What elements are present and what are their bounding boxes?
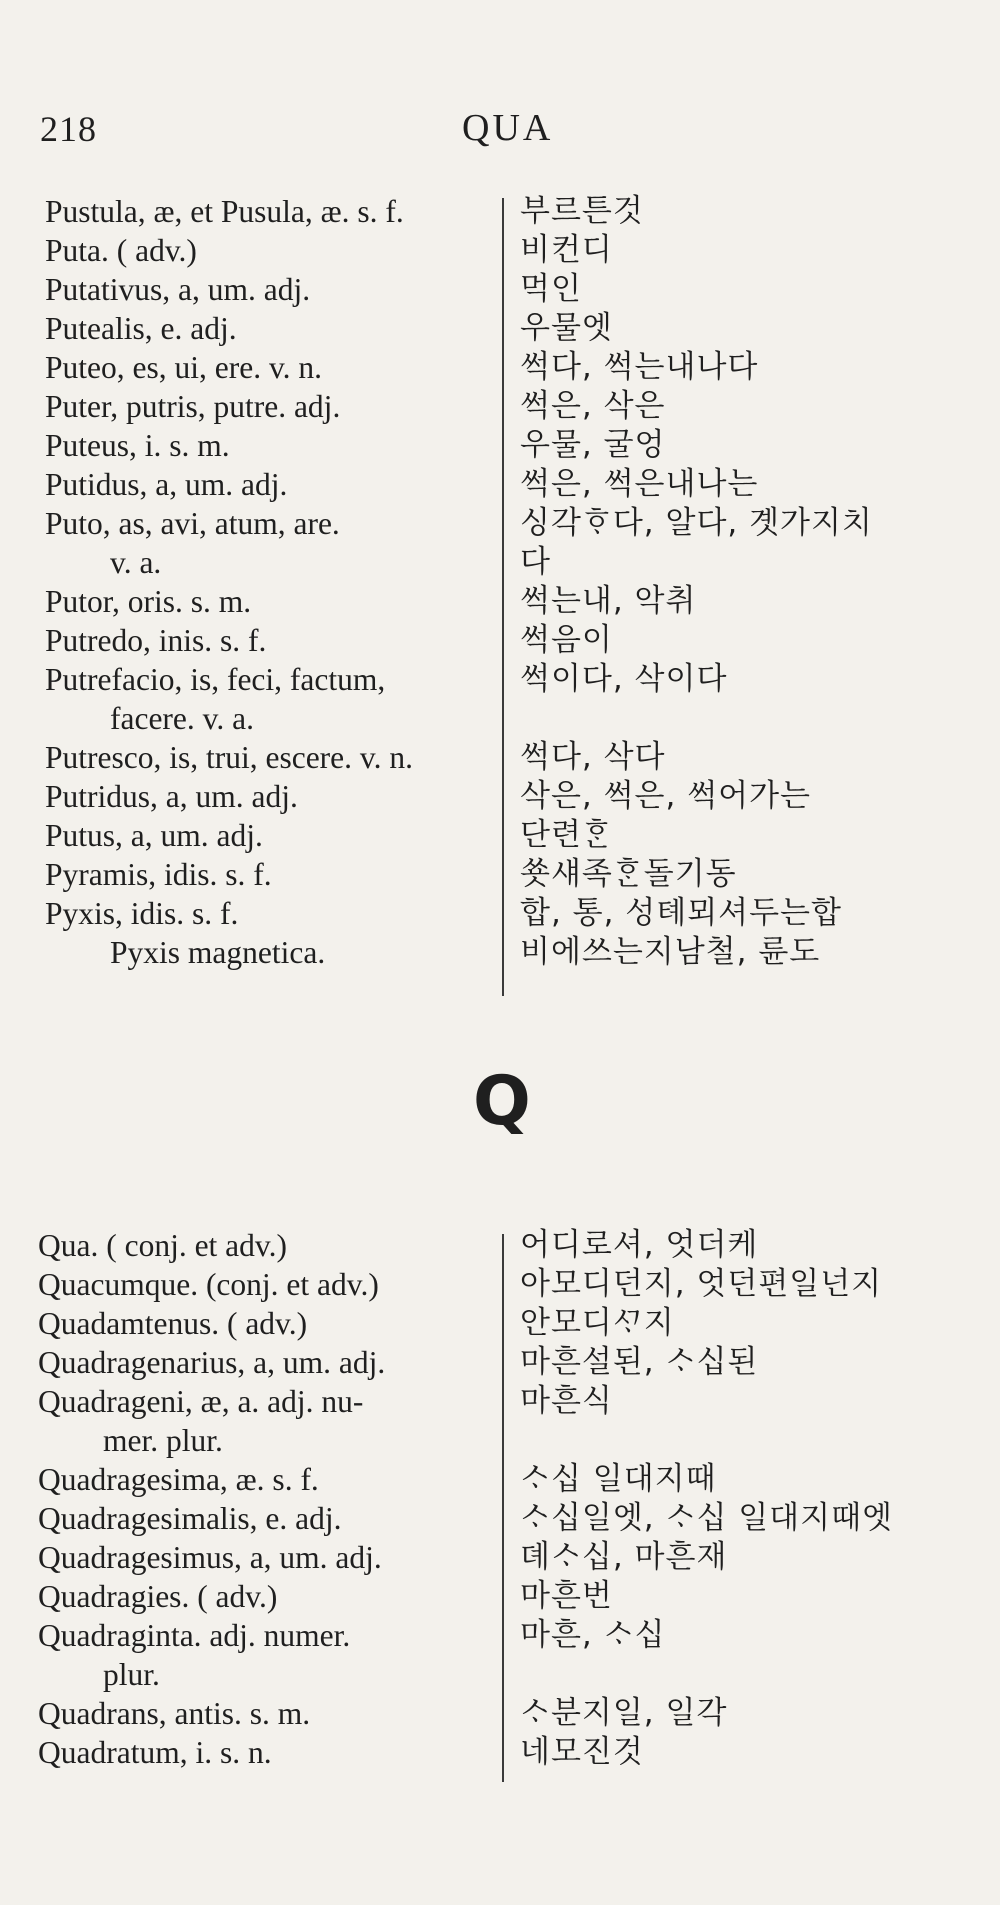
dictionary-entry (0, 504, 1000, 582)
korean-text: 싱각ᄒᆞ다, 알다, 곗가지치 (520, 505, 873, 541)
korean-definition (520, 933, 820, 972)
korean-text: 마흔설된, ᄉᆞ십된 (520, 1344, 759, 1380)
dictionary-entry (0, 777, 1000, 816)
latin-text: Pyxis, idis. s. f. (45, 896, 239, 931)
latin-headword (0, 1343, 493, 1382)
latin-headword (0, 270, 500, 309)
dictionary-entry (0, 1499, 1000, 1538)
dictionary-entry (0, 465, 1000, 504)
korean-text-continued: 다 (520, 544, 551, 580)
korean-text: 합, 통, 성톄뫼셔두는합 (520, 895, 842, 931)
dictionary-entry (0, 231, 1000, 270)
latin-headword (0, 777, 500, 816)
korean-definition (520, 1226, 758, 1265)
korean-text: ᄉᆞ십일엣, ᄉᆞ십 일대지때엣 (520, 1500, 893, 1536)
korean-definition (520, 1343, 758, 1382)
latin-text: Puteo, es, ui, ere. v. n. (45, 350, 323, 385)
latin-headword (0, 1265, 493, 1304)
latin-headword (0, 621, 500, 660)
latin-text: Putus, a, um. adj. (45, 818, 263, 853)
entry-list-p (0, 192, 1000, 972)
section-letter: Q (473, 1062, 531, 1141)
latin-headword (0, 192, 500, 231)
latin-text: Quadrans, antis. s. m. (38, 1696, 311, 1731)
latin-headword (0, 894, 500, 933)
korean-definition (520, 738, 666, 777)
latin-headword (0, 1733, 493, 1772)
korean-definition (520, 1382, 613, 1421)
korean-text: 마흔번 (520, 1578, 613, 1614)
latin-text: Quadraginta. adj. numer. (38, 1618, 351, 1653)
latin-headword (0, 738, 500, 777)
korean-text: 마흔, ᄉᆞ십 (520, 1617, 666, 1653)
korean-definition (520, 348, 758, 387)
dictionary-entry (0, 621, 1000, 660)
latin-headword (0, 816, 500, 855)
dictionary-entry (0, 1382, 1000, 1460)
latin-text: Puteus, i. s. m. (45, 428, 230, 463)
page-number: 218 (40, 109, 97, 149)
latin-text: Putidus, a, um. adj. (45, 467, 288, 502)
latin-headword (0, 582, 500, 621)
dictionary-entry (0, 816, 1000, 855)
korean-text: 비에쓰는지남철, 륜도 (520, 934, 821, 970)
korean-definition (520, 231, 613, 270)
korean-definition (520, 1499, 893, 1538)
korean-text: 먹인 (520, 271, 582, 307)
latin-headword (0, 1616, 493, 1694)
latin-headword (0, 387, 500, 426)
latin-text: Putresco, is, trui, escere. v. n. (45, 740, 413, 775)
latin-text: Quadragies. ( adv.) (38, 1579, 278, 1614)
korean-text: 부르튼것 (520, 193, 644, 229)
korean-text: 썩은, 썩은내나는 (520, 466, 759, 502)
korean-text: 비컨디 (520, 232, 613, 268)
dictionary-entry (0, 1226, 1000, 1265)
latin-headword (0, 309, 500, 348)
korean-text: ᄉᆞ분지일, 일각 (520, 1695, 728, 1731)
korean-definition (520, 1538, 727, 1577)
korean-text: 네모진것 (520, 1734, 644, 1770)
latin-text: Puter, putris, putre. adj. (45, 389, 341, 424)
dictionary-entry (0, 270, 1000, 309)
korean-definition (520, 816, 613, 855)
korean-text: 쑛섀족ᄒᆞᆫ돌기동 (520, 856, 737, 892)
running-header: QUA (462, 107, 554, 149)
latin-text: Pyramis, idis. s. f. (45, 857, 272, 892)
latin-headword (0, 348, 500, 387)
dictionary-entry (0, 894, 1000, 933)
dictionary-entry (0, 1694, 1000, 1733)
latin-text: Pyxis magnetica. (110, 935, 326, 970)
korean-text: 우물, 굴엉 (520, 427, 666, 463)
korean-text: 썩는내, 악취 (520, 583, 697, 619)
latin-text: Quadratum, i. s. n. (38, 1735, 272, 1770)
korean-text: 우물엣 (520, 310, 613, 346)
latin-text: Puto, as, avi, atum, are. (45, 506, 340, 541)
korean-definition (520, 504, 873, 582)
dictionary-entry (0, 1343, 1000, 1382)
dictionary-entry (0, 1616, 1000, 1694)
latin-headword (0, 231, 500, 270)
dictionary-entry (0, 1265, 1000, 1304)
latin-text: Quacumque. (conj. et adv.) (38, 1267, 379, 1302)
dictionary-entry (0, 933, 1000, 972)
dictionary-entry (0, 1733, 1000, 1772)
dictionary-entry (0, 192, 1000, 231)
korean-definition (520, 894, 842, 933)
latin-headword (0, 933, 500, 972)
korean-definition (520, 465, 758, 504)
korean-definition (520, 1304, 675, 1343)
korean-text: 어디로셔, 엇더케 (520, 1227, 759, 1263)
latin-text: Quadragesima, æ. s. f. (38, 1462, 319, 1497)
latin-text: Quadrageni, æ, a. adj. nu- (38, 1384, 364, 1419)
dictionary-entry (0, 426, 1000, 465)
latin-headword (0, 504, 500, 582)
korean-definition (520, 1616, 666, 1655)
korean-text: 삭은, 썩은, 썩어가는 (520, 778, 811, 814)
latin-headword (0, 1304, 493, 1343)
latin-text: Quadragesimalis, e. adj. (38, 1501, 342, 1536)
latin-headword (0, 1226, 493, 1265)
latin-text: Quadragesimus, a, um. adj. (38, 1540, 382, 1575)
korean-definition (520, 1694, 727, 1733)
korean-definition (520, 1577, 613, 1616)
korean-definition (520, 660, 727, 699)
latin-text: Putridus, a, um. adj. (45, 779, 298, 814)
latin-text-continued: v. a. (110, 545, 162, 580)
korean-definition (520, 426, 666, 465)
dictionary-entry (0, 582, 1000, 621)
korean-definition (520, 1265, 882, 1304)
dictionary-entry (0, 348, 1000, 387)
latin-headword (0, 1460, 493, 1499)
korean-definition (520, 309, 613, 348)
dictionary-entry (0, 1304, 1000, 1343)
dictionary-entry (0, 855, 1000, 894)
korean-definition (520, 621, 613, 660)
korean-definition (520, 192, 644, 231)
korean-text: 뎨ᄉᆞ십, 마흔재 (520, 1539, 728, 1575)
korean-definition (520, 387, 666, 426)
korean-text: 썩이다, 삭이다 (520, 661, 728, 697)
dictionary-entry (0, 660, 1000, 738)
latin-text-continued: plur. (103, 1657, 160, 1692)
dictionary-entry (0, 1538, 1000, 1577)
latin-text: Quadamtenus. ( adv.) (38, 1306, 308, 1341)
latin-text-continued: mer. plur. (103, 1423, 223, 1458)
dictionary-entry (0, 1460, 1000, 1499)
latin-text: Puta. ( adv.) (45, 233, 197, 268)
dictionary-entry (0, 309, 1000, 348)
latin-headword (0, 855, 500, 894)
dictionary-entry (0, 738, 1000, 777)
latin-text: Putor, oris. s. m. (45, 584, 252, 619)
korean-text: 썩다, 삭다 (520, 739, 666, 775)
korean-text: 썩음이 (520, 622, 613, 658)
latin-headword (0, 1694, 493, 1733)
latin-headword (0, 660, 500, 738)
korean-definition (520, 270, 582, 309)
korean-definition (520, 855, 737, 894)
korean-definition (520, 582, 696, 621)
latin-headword (0, 426, 500, 465)
korean-text: 썩다, 썩는내나다 (520, 349, 759, 385)
latin-text: Putativus, a, um. adj. (45, 272, 311, 307)
latin-headword (0, 1538, 493, 1577)
korean-text: 마흔식 (520, 1383, 613, 1419)
latin-text: Putealis, e. adj. (45, 311, 237, 346)
korean-definition (520, 1733, 644, 1772)
entry-list-q (0, 1226, 1000, 1772)
korean-text: 안모디ᄭᆞ지 (520, 1305, 675, 1341)
korean-text: 아모디던지, 엇던편일넌지 (520, 1266, 883, 1302)
korean-text: 단련ᄒᆞᆫ (520, 817, 613, 853)
latin-text-continued: facere. v. a. (110, 701, 254, 736)
latin-headword (0, 1382, 493, 1460)
dictionary-entry (0, 387, 1000, 426)
latin-text: Pustula, æ, et Pusula, æ. s. f. (45, 194, 404, 229)
korean-text: 썩은, 삭은 (520, 388, 666, 424)
latin-headword (0, 1499, 493, 1538)
latin-headword (0, 1577, 493, 1616)
korean-text: ᄉᆞ십 일대지때 (520, 1461, 717, 1497)
latin-text: Putrefacio, is, feci, factum, (45, 662, 386, 697)
latin-text: Putredo, inis. s. f. (45, 623, 267, 658)
korean-definition (520, 1460, 717, 1499)
latin-text: Qua. ( conj. et adv.) (38, 1228, 287, 1263)
latin-text: Quadragenarius, a, um. adj. (38, 1345, 386, 1380)
korean-definition (520, 777, 811, 816)
latin-headword (0, 465, 500, 504)
dictionary-entry (0, 1577, 1000, 1616)
